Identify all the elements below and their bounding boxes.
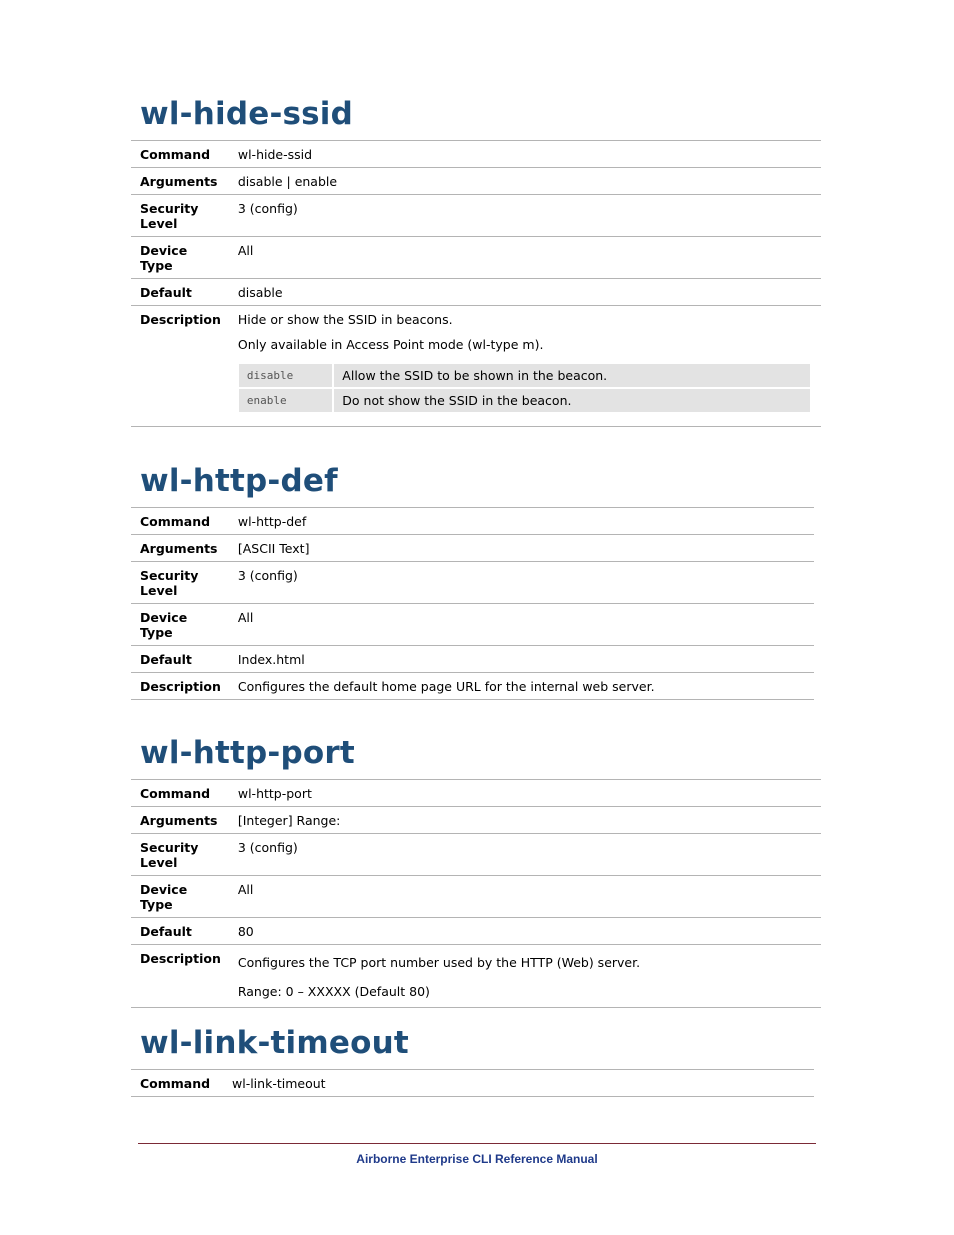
option-text: Do not show the SSID in the beacon.: [334, 389, 810, 412]
command-table: [131, 1069, 814, 1097]
row-value: All: [230, 876, 821, 918]
row-label: Arguments: [131, 168, 230, 195]
row-value: Index.html: [230, 646, 814, 673]
option-text: Allow the SSID to be shown in the beacon.: [334, 364, 810, 387]
row-label: Default: [131, 646, 230, 673]
table-row: [131, 780, 821, 807]
section-title: wl-link-timeout: [140, 1025, 409, 1061]
table-row: [131, 1070, 814, 1097]
row-label: Command: [131, 141, 230, 168]
table-row: [131, 141, 821, 168]
footer-title: Airborne Enterprise CLI Reference Manual: [356, 1152, 598, 1166]
row-label: Device Type: [131, 604, 230, 646]
table-row: [131, 918, 821, 945]
row-value: disable: [230, 279, 821, 306]
table-row: [131, 279, 821, 306]
row-value: [230, 673, 814, 700]
row-value: All: [230, 604, 814, 646]
row-label: Security Level: [131, 834, 230, 876]
row-value: [Integer] Range:: [230, 807, 821, 834]
row-label: Arguments: [131, 535, 230, 562]
row-label: Command: [131, 1070, 224, 1097]
section-wl-http-port: [131, 735, 821, 1008]
option-row: [239, 389, 810, 412]
row-label: Device Type: [131, 876, 230, 918]
description-text: Only available in Access Point mode (wl-type m).: [237, 337, 544, 352]
table-row: [131, 834, 821, 876]
table-row: [131, 673, 814, 700]
table-row: [131, 195, 821, 237]
command-table: [131, 507, 814, 700]
footer-divider: [138, 1143, 816, 1144]
row-value: All: [230, 237, 821, 279]
row-label: Security Level: [131, 562, 230, 604]
row-value: wl-http-def: [230, 508, 814, 535]
section-title: wl-hide-ssid: [140, 96, 354, 132]
option-row: [239, 364, 810, 387]
row-label: Arguments: [131, 807, 230, 834]
options-table: [237, 362, 812, 414]
table-row: [131, 604, 814, 646]
row-value: 80: [230, 918, 821, 945]
row-value: [230, 306, 821, 427]
description-text: Configures the default home page URL for the internal web server.: [237, 679, 655, 694]
section-wl-link-timeout: [131, 1025, 814, 1097]
row-label: Description: [131, 945, 230, 1008]
table-row: [131, 535, 814, 562]
row-label: Security Level: [131, 195, 230, 237]
section-title: wl-http-port: [140, 735, 355, 771]
row-value: wl-http-port: [230, 780, 821, 807]
row-value: 3 (config): [230, 834, 821, 876]
row-label: Description: [131, 306, 230, 427]
row-value: 3 (config): [230, 195, 821, 237]
table-row: [131, 237, 821, 279]
row-value: wl-hide-ssid: [230, 141, 821, 168]
section-wl-http-def: [131, 463, 814, 700]
command-table: [131, 779, 821, 1008]
table-row: [131, 562, 814, 604]
row-label: Device Type: [131, 237, 230, 279]
section-title: wl-http-def: [140, 463, 338, 499]
option-code: enable: [239, 389, 332, 412]
row-value: disable | enable: [230, 168, 821, 195]
table-row: [131, 945, 821, 1008]
table-row: [131, 306, 821, 427]
description-text: Configures the TCP port number used by the HTTP (Web) server.: [237, 955, 641, 970]
table-row: [131, 807, 821, 834]
row-value: 3 (config): [230, 562, 814, 604]
row-label: Command: [131, 508, 230, 535]
option-code: disable: [239, 364, 332, 387]
row-label: Command: [131, 780, 230, 807]
row-value: [230, 945, 821, 1008]
command-table: [131, 140, 821, 427]
row-value: [ASCII Text]: [230, 535, 814, 562]
row-label: Default: [131, 918, 230, 945]
table-row: [131, 876, 821, 918]
description-text: Hide or show the SSID in beacons.: [237, 312, 453, 327]
table-row: [131, 646, 814, 673]
section-wl-hide-ssid: [131, 96, 821, 427]
row-value: wl-link-timeout: [224, 1070, 814, 1097]
row-label: Description: [131, 673, 230, 700]
row-label: Default: [131, 279, 230, 306]
description-text: Range: 0 – XXXXX (Default 80): [237, 984, 430, 999]
table-row: [131, 168, 821, 195]
table-row: [131, 508, 814, 535]
